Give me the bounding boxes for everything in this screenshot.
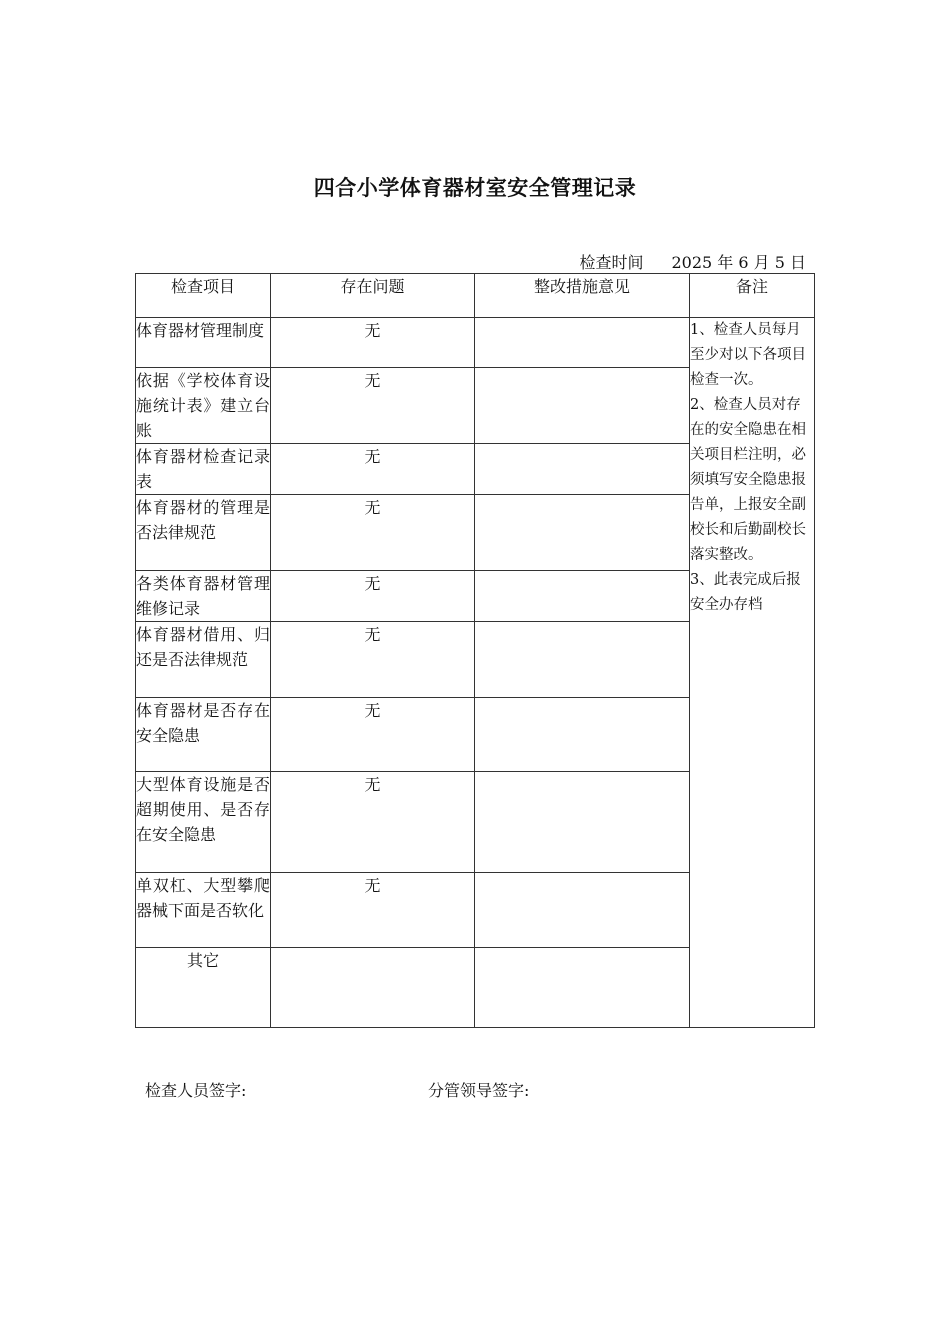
issue-cell: 无 [271, 571, 475, 622]
measure-cell [475, 495, 690, 571]
header-note: 备注 [690, 274, 815, 318]
measure-cell [475, 571, 690, 622]
inspection-time-value: 2025 年 6 月 5 日 [671, 253, 806, 272]
note-1: 1、检查人员每月至少对以下各项目检查一次。 [690, 322, 806, 388]
issue-cell: 无 [271, 444, 475, 495]
measure-cell [475, 698, 690, 772]
measure-cell [475, 318, 690, 368]
leader-signature-label: 分管领导签字: [428, 1081, 530, 1100]
note-cell [690, 318, 815, 1028]
note-2: 2、检查人员对存在的安全隐患在相关项目栏注明，必须填写安全隐患报告单，上报安全副校长和后勤副校长落实整改。 [690, 397, 806, 563]
note-3: 3、此表完成后报安全办存档 [690, 572, 801, 613]
issue-cell: 无 [271, 772, 475, 873]
item-cell: 大型体育设施是否超期使用、是否存在安全隐患 [136, 772, 271, 873]
issue-cell: 无 [271, 873, 475, 948]
issue-cell: 无 [271, 622, 475, 698]
issue-cell: 无 [271, 698, 475, 772]
item-cell: 体育器材是否存在安全隐患 [136, 698, 271, 772]
measure-cell [475, 444, 690, 495]
measure-cell [475, 368, 690, 444]
item-cell: 依据《学校体育设施统计表》建立台账 [136, 368, 271, 444]
issue-cell: 无 [271, 495, 475, 571]
header-measure: 整改措施意见 [475, 274, 690, 318]
item-cell: 单双杠、大型攀爬器械下面是否软化 [136, 873, 271, 948]
measure-cell [475, 948, 690, 1028]
issue-cell: 无 [271, 368, 475, 444]
inspector-signature-label: 检查人员签字: [145, 1081, 247, 1100]
inspection-time-label: 检查时间 [579, 253, 644, 272]
item-cell: 体育器材借用、归还是否法律规范 [136, 622, 271, 698]
item-cell: 体育器材管理制度 [136, 318, 271, 368]
header-issue: 存在问题 [271, 274, 475, 318]
item-cell: 体育器材检查记录表 [136, 444, 271, 495]
document-title: 四合小学体育器材室安全管理记录 [313, 175, 637, 200]
measure-cell [475, 622, 690, 698]
table-header-row [136, 274, 815, 318]
issue-cell: 无 [271, 318, 475, 368]
table-row [136, 318, 815, 368]
measure-cell [475, 772, 690, 873]
item-cell: 体育器材的管理是否法律规范 [136, 495, 271, 571]
header-item: 检查项目 [136, 274, 271, 318]
item-cell: 各类体育器材管理维修记录 [136, 571, 271, 622]
item-cell: 其它 [136, 948, 271, 1028]
inspection-table [135, 273, 815, 1028]
measure-cell [475, 873, 690, 948]
issue-cell [271, 948, 475, 1028]
inspection-time [579, 250, 806, 273]
